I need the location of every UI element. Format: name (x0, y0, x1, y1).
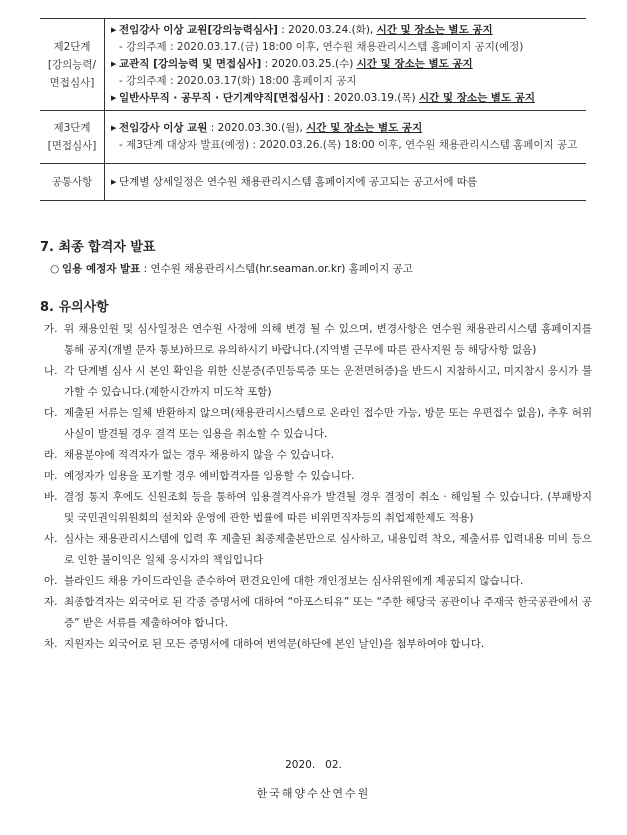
stage2-l3-date: : 2020.03.25.(수) (261, 58, 357, 70)
table-row-stage3 (40, 111, 586, 164)
stage2-line4: - 강의주제 : 2020.03.17(화) 18:00 홈페이지 공지 (119, 75, 357, 87)
section7-text: : 연수원 채용관리시스템(hr.seaman.or.kr) 홈페이지 공고 (140, 263, 413, 275)
item-marker: 자. (44, 596, 58, 608)
stage3-line2: - 제3단계 대상자 발표(예정) : 2020.03.26.(목) 18:00 이후, 연수원 채용관리시스템 홈페이지 공고 (119, 139, 578, 151)
item-marker: 사. (44, 533, 58, 545)
item-text: 최종합격자는 외국어로 된 각종 증명서에 대하여 “아포스티유” 또는 “주한 해당국 공관이나 주재국 한국공관에서 공증” 받은 서류를 제출하여야 합니다. (64, 596, 592, 629)
item-text: 예정자가 임용을 포기할 경우 예비합격자를 임용할 수 있습니다. (64, 470, 355, 482)
item-text: 채용분야에 적격자가 없는 경우 채용하지 않을 수 있습니다. (64, 449, 335, 461)
item-text: 블라인드 채용 가이드라인을 준수하여 편견요인에 대한 개인정보는 심사위원에게 제공되지 않습니다. (64, 575, 524, 587)
notice-list (44, 319, 592, 655)
stage2-l3-title: 교관직 [강의능력 및 면접심사] (119, 58, 262, 70)
stage2-label-line3: 면접심사] (49, 76, 95, 89)
footer-date: 2020. 02. (285, 759, 342, 771)
stage3-l1-note: 시간 및 장소는 별도 공지 (306, 122, 423, 134)
triangle-bullet-icon: ▶ (111, 177, 117, 186)
table-row-common (40, 164, 586, 201)
common-line (111, 174, 582, 191)
common-text: 단계별 상세일정은 연수원 채용관리시스템 홈페이지에 공고되는 공고서에 따름 (119, 175, 478, 188)
stage2-l1-title: 전임강사 이상 교원[강의능력심사] (119, 24, 278, 36)
stage2-label-line2: [강의능력/ (47, 58, 97, 71)
list-item (44, 571, 592, 592)
triangle-bullet-icon: ▶ (111, 60, 117, 68)
stage3-l1-title: 전임강사 이상 교원 (119, 122, 208, 134)
stage2-l5-title: 일반사무직 · 공무직 · 단기계약직[면접심사] (119, 92, 324, 104)
circle-bullet-icon: ○ (50, 263, 60, 275)
stage2-l5-note: 시간 및 장소는 별도 공지 (418, 92, 536, 104)
footer-org: 한국해양수산연수원 (256, 787, 371, 800)
stage2-l3-note: 시간 및 장소는 별도 공지 (356, 58, 473, 70)
item-text: 지원자는 외국어로 된 모든 증명서에 대하여 번역문(하단에 본인 날인)을 첨부하여야 합니다. (64, 638, 485, 650)
stage3-line1 (111, 120, 582, 137)
stage2-line3 (111, 56, 582, 73)
list-item (44, 361, 592, 403)
common-label: 공통사항 (40, 164, 105, 201)
section8-heading: 8. 유의사항 (40, 300, 109, 315)
table-row-stage2 (40, 19, 586, 111)
section7-bullet-line (50, 261, 413, 276)
item-marker: 아. (44, 575, 58, 587)
list-item (44, 487, 592, 529)
item-marker: 마. (44, 470, 58, 482)
section7-heading: 7. 최종 합격자 발표 (40, 240, 156, 255)
stage3-l1-date: : 2020.03.30.(월), (207, 122, 307, 134)
item-marker: 바. (44, 491, 58, 503)
section7-label: 임용 예정자 발표 (62, 263, 141, 275)
list-item (44, 445, 592, 466)
stage2-l5-date: : 2020.03.19.(목) (323, 92, 419, 104)
stage2-body (105, 19, 587, 111)
item-text: 심사는 채용관리시스템에 입력 후 제출된 최종제출본만으로 심사하고, 내용입력 착오, 제출서류 입력내용 미비 등으로 인한 불이익은 일체 응시자의 책임입니다 (64, 533, 592, 566)
schedule-table (40, 18, 586, 201)
list-item (44, 319, 592, 361)
item-text: 결정 통지 후에도 신원조회 등을 통하여 임용결격사유가 발견될 경우 결정이 취소 · 해임될 수 있습니다. (부패방지 및 국민권익위원회의 설치와 운영에 관한 법률에 따른 비위면직자등의 취업제한제도 적용) (64, 491, 592, 524)
item-text: 각 단계별 심사 시 본인 확인을 위한 신분증(주민등록증 또는 운전면허증)을 반드시 지참하시고, 미지참시 응시가 불가할 수 있습니다.(제한시간까지 미도착 포함) (64, 365, 592, 398)
common-body (105, 164, 587, 201)
list-item (44, 529, 592, 571)
stage3-body (105, 111, 587, 164)
stage3-label (40, 111, 105, 164)
item-text: 위 채용인원 및 심사일정은 연수원 사정에 의해 변경 될 수 있으며, 변경사항은 연수원 채용관리시스템 홈페이지를 통해 공지(개별 문자 통보)하므로 유의하시기 바랍니다.(지역별 근무에 따른 관사지원 등 해당사항 없음) (64, 323, 592, 356)
stage3-label-line2: [면접심사] (47, 140, 97, 152)
stage2-line2: - 강의주제 : 2020.03.17.(금) 18:00 이후, 연수원 채용관리시스템 홈페이지 공지(예정) (119, 41, 524, 53)
triangle-bullet-icon: ▶ (111, 26, 117, 34)
stage2-line1 (111, 22, 582, 39)
item-marker: 차. (44, 638, 58, 650)
triangle-bullet-icon: ▶ (111, 124, 117, 132)
stage2-label (40, 19, 105, 111)
item-marker: 나. (44, 365, 58, 377)
stage2-l1-date: : 2020.03.24.(화), (277, 24, 377, 36)
item-text: 제출된 서류는 일체 반환하지 않으며(채용관리시스템으로 온라인 접수만 가능, 방문 또는 우편접수 없음), 추후 허위사실이 발견될 경우 결격 또는 임용을 취소할 수 있습니다. (64, 407, 592, 440)
stage2-line5 (111, 90, 582, 107)
stage3-label-line1: 제3단계 (53, 122, 91, 134)
stage2-label-line1: 제2단계 (53, 40, 91, 53)
list-item (44, 403, 592, 445)
item-marker: 라. (44, 449, 58, 461)
item-marker: 다. (44, 407, 58, 419)
list-item (44, 466, 592, 487)
triangle-bullet-icon: ▶ (111, 94, 117, 102)
list-item (44, 634, 592, 655)
stage2-l1-note: 시간 및 장소는 별도 공지 (376, 24, 493, 36)
item-marker: 가. (44, 323, 58, 335)
list-item (44, 592, 592, 634)
